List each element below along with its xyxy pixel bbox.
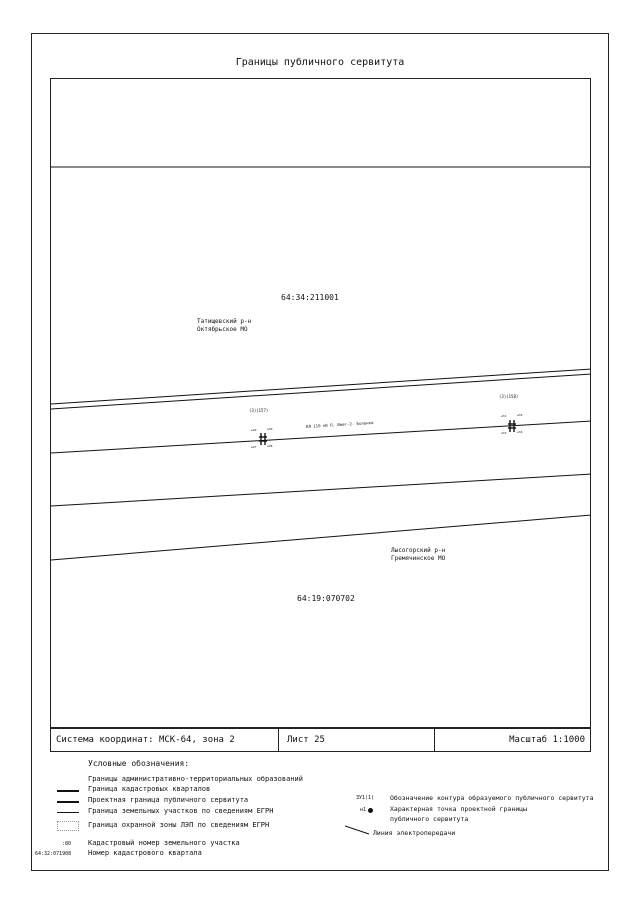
legend-item: публичного сервитута bbox=[390, 815, 469, 823]
point-label: н34 bbox=[517, 430, 523, 434]
legend-contour-symbol: ЗУ1(1) bbox=[356, 795, 375, 801]
legend-item: Граница охранной зоны ЛЭП по сведениям ЕГРН bbox=[88, 821, 270, 829]
legend-quarter-number-symbol: 64:32:071908 bbox=[35, 851, 72, 857]
quarter-boundary-line bbox=[51, 374, 591, 409]
legend-item: Граница земельных участков по сведениям ЕГРН bbox=[88, 807, 274, 815]
legend-power-line-symbol bbox=[345, 824, 370, 836]
point-label: н31 bbox=[501, 414, 507, 418]
district-upper-name: Татищевский р-н bbox=[197, 318, 252, 325]
map-area bbox=[50, 78, 591, 728]
legend-item: Номер кадастрового квартала bbox=[88, 849, 202, 857]
point-label: н27 bbox=[251, 445, 257, 449]
legend-lep-zone-symbol bbox=[57, 821, 79, 831]
legend-point-label: н1 bbox=[360, 807, 367, 813]
point-label: н33 bbox=[501, 431, 507, 435]
contour-label-left: (3)(157) bbox=[249, 408, 269, 413]
info-bar bbox=[50, 728, 591, 752]
contour-label-right: (3)(158) bbox=[499, 394, 519, 399]
power-line-label: ВЛ 110 кВ П. Ивет-2- Болонка bbox=[305, 420, 374, 429]
legend-item: Линия электропередачи bbox=[373, 829, 456, 837]
page-title: Границы публичного сервитута bbox=[235, 57, 405, 68]
lep-zone-boundary bbox=[51, 474, 591, 506]
legend-point-symbol bbox=[368, 808, 373, 813]
legend-item: Обозначение контура образуемого публичного сервитута bbox=[390, 794, 594, 802]
lep-zone-boundary bbox=[51, 515, 591, 560]
municipality-upper-name: Октябрьское МО bbox=[197, 326, 248, 333]
servitude-contour-left bbox=[259, 433, 267, 445]
legend-parcel-number-symbol: :80 bbox=[62, 841, 72, 847]
district-lower-name: Лысогорский р-н bbox=[391, 547, 446, 554]
municipality-lower-name: Гремячинское МО bbox=[391, 555, 446, 562]
legend-parcel-symbol bbox=[57, 812, 79, 813]
cadastral-quarter-lower: 64:19:070702 bbox=[297, 594, 355, 603]
legend-item: Граница кадастровых кварталов bbox=[88, 785, 211, 793]
divider bbox=[278, 729, 279, 751]
map-scale: Масштаб 1:1000 bbox=[509, 735, 585, 745]
point-label: н29 bbox=[251, 428, 257, 432]
legend-item: Кадастровый номер земельного участка bbox=[88, 839, 240, 847]
coordinate-system: Система координат: МСК-64, зона 2 bbox=[56, 735, 235, 745]
point-label: н28 bbox=[267, 444, 273, 448]
map-drawing bbox=[51, 79, 591, 728]
sheet-number: Лист 25 bbox=[287, 735, 325, 745]
point-label: н30 bbox=[267, 427, 273, 431]
legend-item: Проектная граница публичного сервитута bbox=[88, 796, 249, 804]
legend-servitude-symbol bbox=[57, 801, 79, 803]
legend-heading: Условные обозначения: bbox=[88, 759, 190, 768]
legend-quarter-symbol bbox=[57, 790, 79, 792]
legend-item: Границы административно-территориальных образований bbox=[88, 775, 303, 783]
point-label: н32 bbox=[517, 413, 523, 417]
cadastral-quarter-upper: 64:34:211001 bbox=[281, 293, 339, 302]
legend-item: Характерная точка проектной границы bbox=[390, 805, 527, 813]
